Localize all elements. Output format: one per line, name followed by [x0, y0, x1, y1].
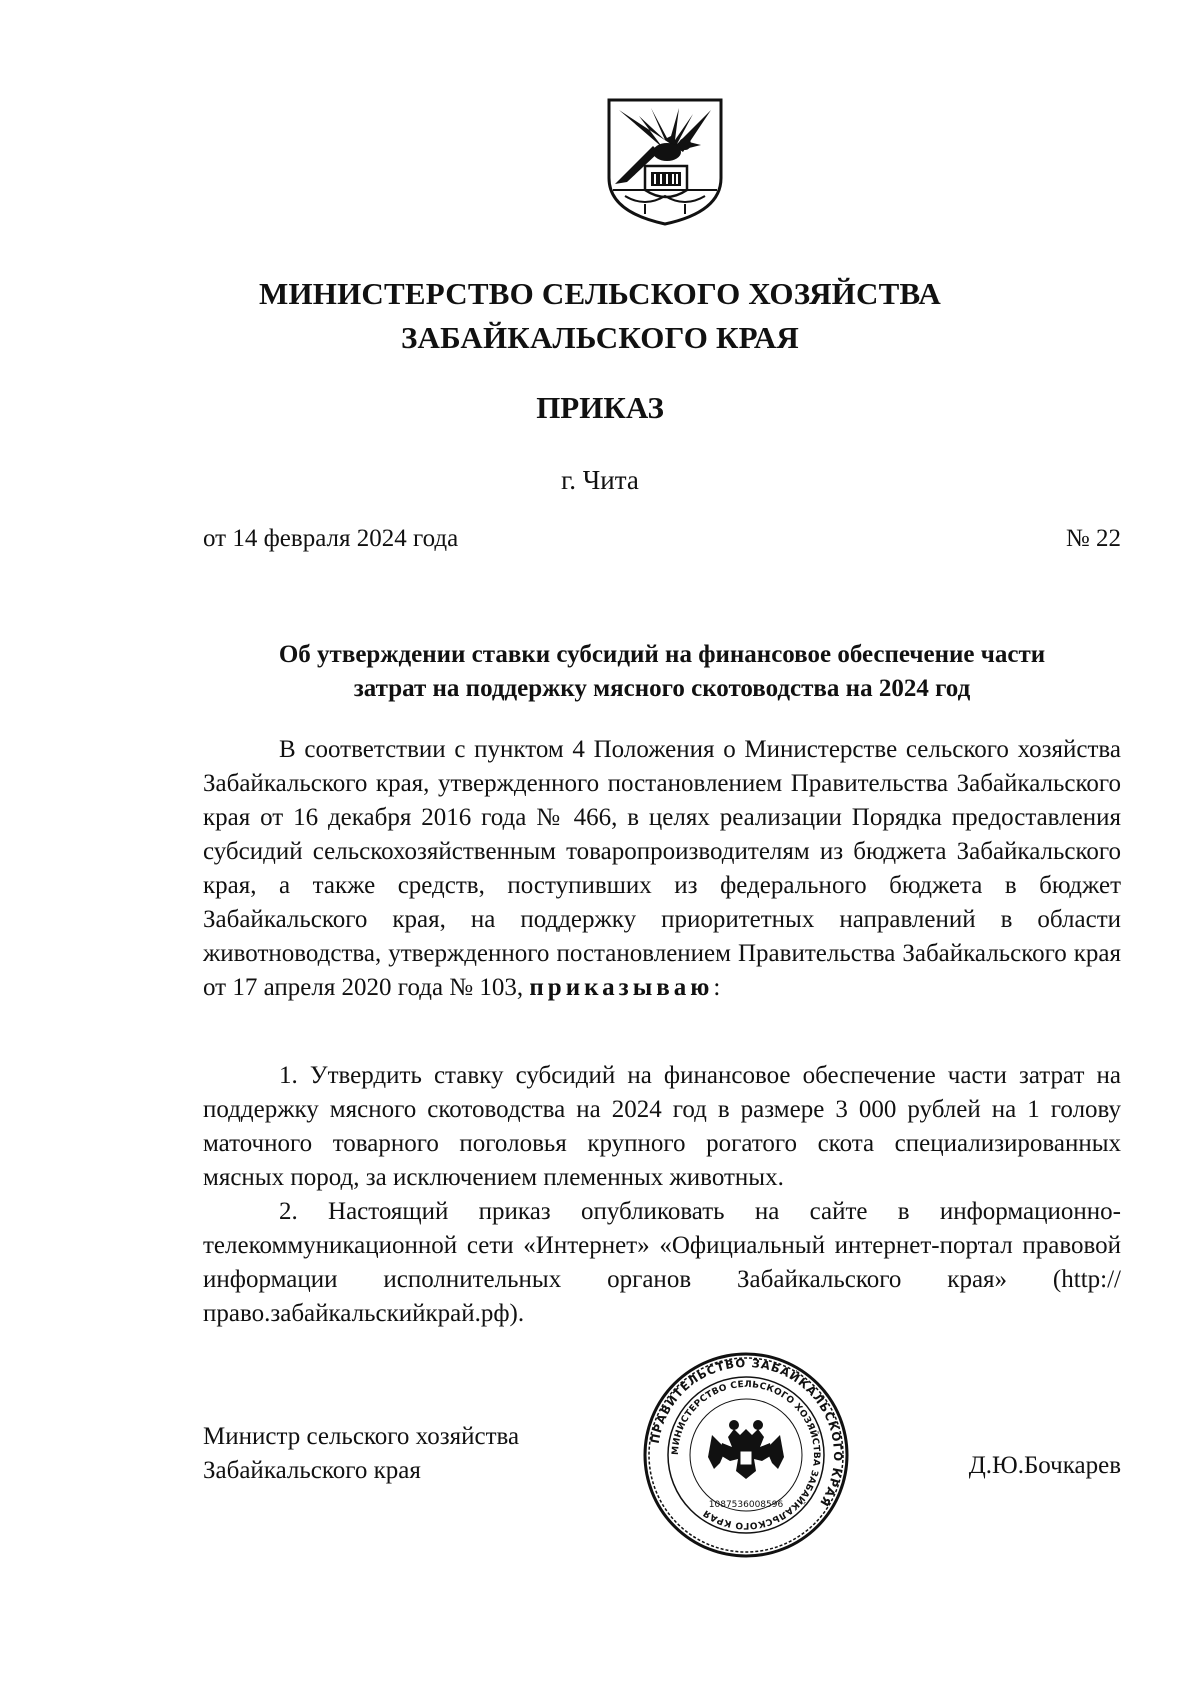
signatory-name: Д.Ю.Бочкарев — [968, 1452, 1121, 1479]
signatory-position — [203, 1420, 519, 1488]
document-type: ПРИКАЗ — [536, 390, 664, 425]
signatory-position-line1: Министр сельского хозяйства — [203, 1423, 520, 1450]
double-headed-eagle-icon — [708, 1420, 784, 1479]
command-word: приказываю — [529, 974, 714, 1001]
official-seal-stamp — [642, 1351, 850, 1559]
order-title-line2: затрат на поддержку мясного скотоводства на 2024 год — [353, 675, 971, 702]
seal-ogrn: 1087536008596 — [708, 1500, 784, 1510]
item-1 — [203, 1059, 1121, 1195]
preamble-text: В соответствии с пунктом 4 Положения о Министерстве сельского хозяйства Забайкальского края, утвержденного постановлением Правительства Забайкальского края от 16 декабря 2016 года № 466, в целях реализации Порядка предоставления субсидий сельскохозяйственным товаропроизводителям из бюджета Забайкальского края, а также средств, поступивших из федерального бюджета в бюджет Забайкальского края, на поддержку приоритетных направлений в области животноводства, утвержденного постановлением Правительства Забайкальского края от 17 апреля 2020 года № 103, — [203, 736, 1121, 1001]
seal-outer-text: ПРАВИТЕЛЬСТВО ЗАБАЙКАЛЬСКОГО КРАЯ — [647, 1355, 846, 1510]
coat-of-arms-emblem — [605, 96, 725, 228]
city: г. Чита — [561, 465, 639, 495]
order-title — [203, 638, 1121, 706]
ministry-name-line2: ЗАБАЙКАЛЬСКОГО КРАЯ — [400, 320, 800, 355]
ministry-name-line1: МИНИСТЕРСТВО СЕЛЬСКОГО ХОЗЯЙСТВА — [259, 276, 941, 311]
seal-inner-text: МИНИСТЕРСТВО СЕЛЬСКОГО ХОЗЯЙСТВА ЗАБАЙКАЛЬСКОГО КРАЯ — [670, 1379, 822, 1531]
item-2-text: 2. Настоящий приказ опубликовать на сайте в информационно-телекоммуникационной сети «Интернет» «Официальный интернет-портал правовой информации исполнительных органов Забайкальского края» (http://право.забайкальскийкрай.рф). — [203, 1198, 1121, 1327]
signatory-position-line2: Забайкальского края — [203, 1457, 421, 1484]
order-date: от 14 февраля 2024 года — [203, 525, 459, 552]
order-title-line1: Об утверждении ставки субсидий на финансовое обеспечение части — [278, 641, 1046, 668]
ministry-name — [0, 272, 1200, 360]
preamble-paragraph — [203, 733, 1121, 1005]
item-1-text: 1. Утвердить ставку субсидий на финансовое обеспечение части затрат на поддержку мясного скотоводства на 2024 год в размере 3 000 рублей на 1 голову маточного товарного поголовья крупного рогатого скота специализированных мясных пород, за исключением племенных животных. — [203, 1062, 1121, 1191]
command-colon: : — [713, 974, 721, 1001]
item-2 — [203, 1195, 1121, 1331]
order-number: № 22 — [1065, 525, 1121, 552]
